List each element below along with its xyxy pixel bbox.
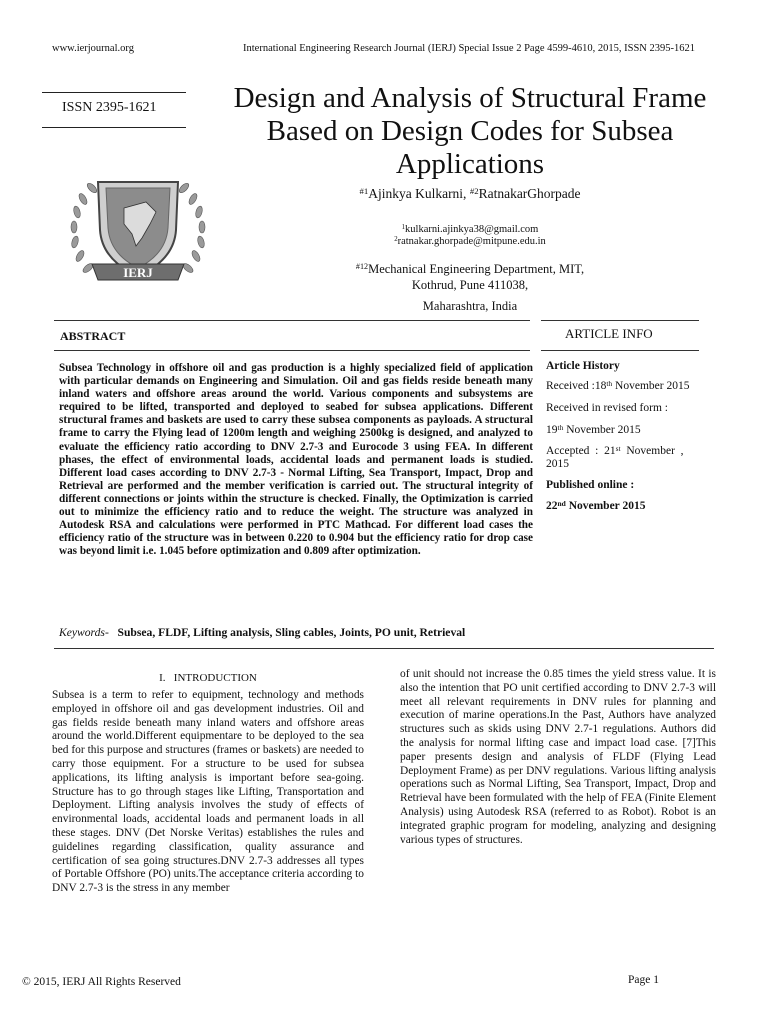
published-label: Published online : — [546, 479, 635, 491]
introduction-column-left: Subsea is a term to refer to equipment, technology and methods employed in offshore oil and gas development industries. Oil and gas fields reside beneath many inland waters and offshore areas around the world.Different equipmentare to be deployed to the sea bed for this purpose and structures (frames or baskets) are needed to carry those equipment. For a structure to be used for subsea applications, its lifting analysis is important before sea-going. Structure has to go through stages like Lifting, Transportation and Deployment. Lifting analysis involves the study of effects of environmental loads, accidental loads and permanent loads in all these stages. DNV (Det Norske Veritas) establishes the rules and guidelines regarding classification, quality assurance and certification of sea going structures.DNV 2.7-3 addresses all types of Portable Offshore (PO) units.The acceptance criteria according to DNV 2.7-3 is the stress in any member — [52, 689, 364, 895]
article-info-bottom-rule — [541, 350, 699, 351]
article-info-top-rule — [541, 320, 699, 321]
keywords-label: Keywords- — [59, 626, 109, 639]
ierj-laurel-shield-logo-icon — [58, 168, 218, 294]
received-date: Received :18th November 2015 — [546, 378, 690, 392]
revised-label: Received in revised form : — [546, 402, 668, 414]
author2-name: RatnakarGhorpade — [478, 186, 581, 201]
author-affiliation — [225, 262, 715, 315]
copyright: © 2015, IERJ All Rights Reserved — [22, 976, 181, 988]
author-emails — [225, 224, 715, 248]
author1-superscript: #1 — [359, 186, 369, 197]
accepted-year: 2015 — [546, 458, 569, 470]
keywords-value: Subsea, FLDF, Lifting analysis, Sling cables, Joints, PO unit, Retrieval — [117, 626, 466, 639]
journal-website: www.ierjournal.org — [52, 43, 134, 54]
logo-text: IERJ — [123, 265, 153, 280]
issn-label: ISSN 2395-1621 — [62, 100, 157, 115]
keywords — [59, 626, 465, 639]
abstract-bottom-rule — [54, 350, 530, 351]
journal-citation-line: International Engineering Research Journal (IERJ) Special Issue 2 Page 4599-4610, 2015, ISSN 2395-1621 — [243, 43, 695, 54]
author-line — [225, 186, 715, 202]
affiliation-line3: Maharashtra, India — [422, 299, 518, 313]
section-heading-introduction: I. INTRODUCTION — [159, 672, 257, 684]
email2-link[interactable]: ratnakar.ghorpade@mitpune.edu.in — [397, 236, 546, 247]
introduction-column-right: of unit should not increase the 0.85 times the yield stress value. It is also the intention that PO unit certified according to DNV 2.7-3 will meet all relevant requirements in DNV rules for planning and execution of marine operations.In the Past, Authors have analyzed structures such as skids using DNV 2.7-1 regulations. Authors did the analysis for normal lifting case and impact load case. [7]This paper presents design and analysis of FLDF (Flying Lead Deployment Frame) as per DNV regulations. Various lifting analysis operations such as Normal Lifting, Sea Transport, Impact, Drop and Retrieval have been formulated with the help of FEA (Finite Element Analysis) using Autodesk RSA (referred to as Robot). Robot is an integrated graphic program for modeling, analyzing and designing various types of structures. — [400, 668, 716, 846]
affiliation-line2: Kothrud, Pune 411038, — [411, 277, 529, 292]
email1-link[interactable]: kulkarni.ajinkya38@gmail.com — [405, 224, 539, 235]
author2-superscript: #2 — [469, 186, 479, 197]
revised-date: 19th November 2015 — [546, 422, 641, 436]
email2-superscript: 2 — [394, 235, 398, 243]
keywords-bottom-rule — [54, 648, 714, 649]
abstract-heading: ABSTRACT — [60, 329, 126, 343]
author1-name: Ajinkya Kulkarni, — [368, 186, 470, 201]
accepted-date: Accepted : 21st November , — [546, 443, 684, 457]
email1-superscript: 1 — [401, 223, 406, 231]
affiliation-line1: Mechanical Engineering Department, MIT, — [368, 262, 585, 276]
published-date: 22nd November 2015 — [546, 498, 646, 512]
abstract-text: Subsea Technology in offshore oil and gas production is a highly specialized field of application with particular demands on Engineering and Simulation. Oil and gas fields reside beneath many inland waters and offshore areas around the world. Various components and subsystems are required to be lifted, transported and deployed to seabed for subsea applications. Different structural frames and baskets are used to carry these subsea components as payloads. A structural frame to carry the Flying lead of 1200m length and weighing 2500kg is designed, and analyzed to evaluate the efficiency ratio according to DNV 2.7-3 and Eurocode 3 using FEA. In different phases, the effect of environmental loads, accidental loads and permanent loads is studied. Different load cases according to DNV 2.7-3 - Normal Lifting, Sea Transport, Impact, Drop and Retrieval are performed and the member verification is carried out. The structural integrity of different connections or joints within the structure is checked. Finally, the Optimization is carried out to minimize the efficiency ratio and to reduce the weight. The structure was analyzed in Autodesk RSA and calculations were performed in PTC Mathcad. For different load cases the efficiency ratio of the structure was in between 0.220 to 0.904 but the efficiency ratio for drop case was beyond limit i.e. 1.045 before optimization and 0.809 after optimization. — [59, 362, 533, 558]
article-info-heading: ARTICLE INFO — [565, 326, 653, 341]
affiliation-superscript: #12 — [355, 262, 369, 272]
ierj-logo — [58, 168, 218, 294]
abstract-top-rule — [54, 320, 530, 321]
article-history-label: Article History — [546, 360, 620, 372]
page-number: Page 1 — [628, 974, 659, 986]
paper-title: Design and Analysis of Structural Frame Based on Design Codes for Subsea Applications — [233, 82, 707, 180]
